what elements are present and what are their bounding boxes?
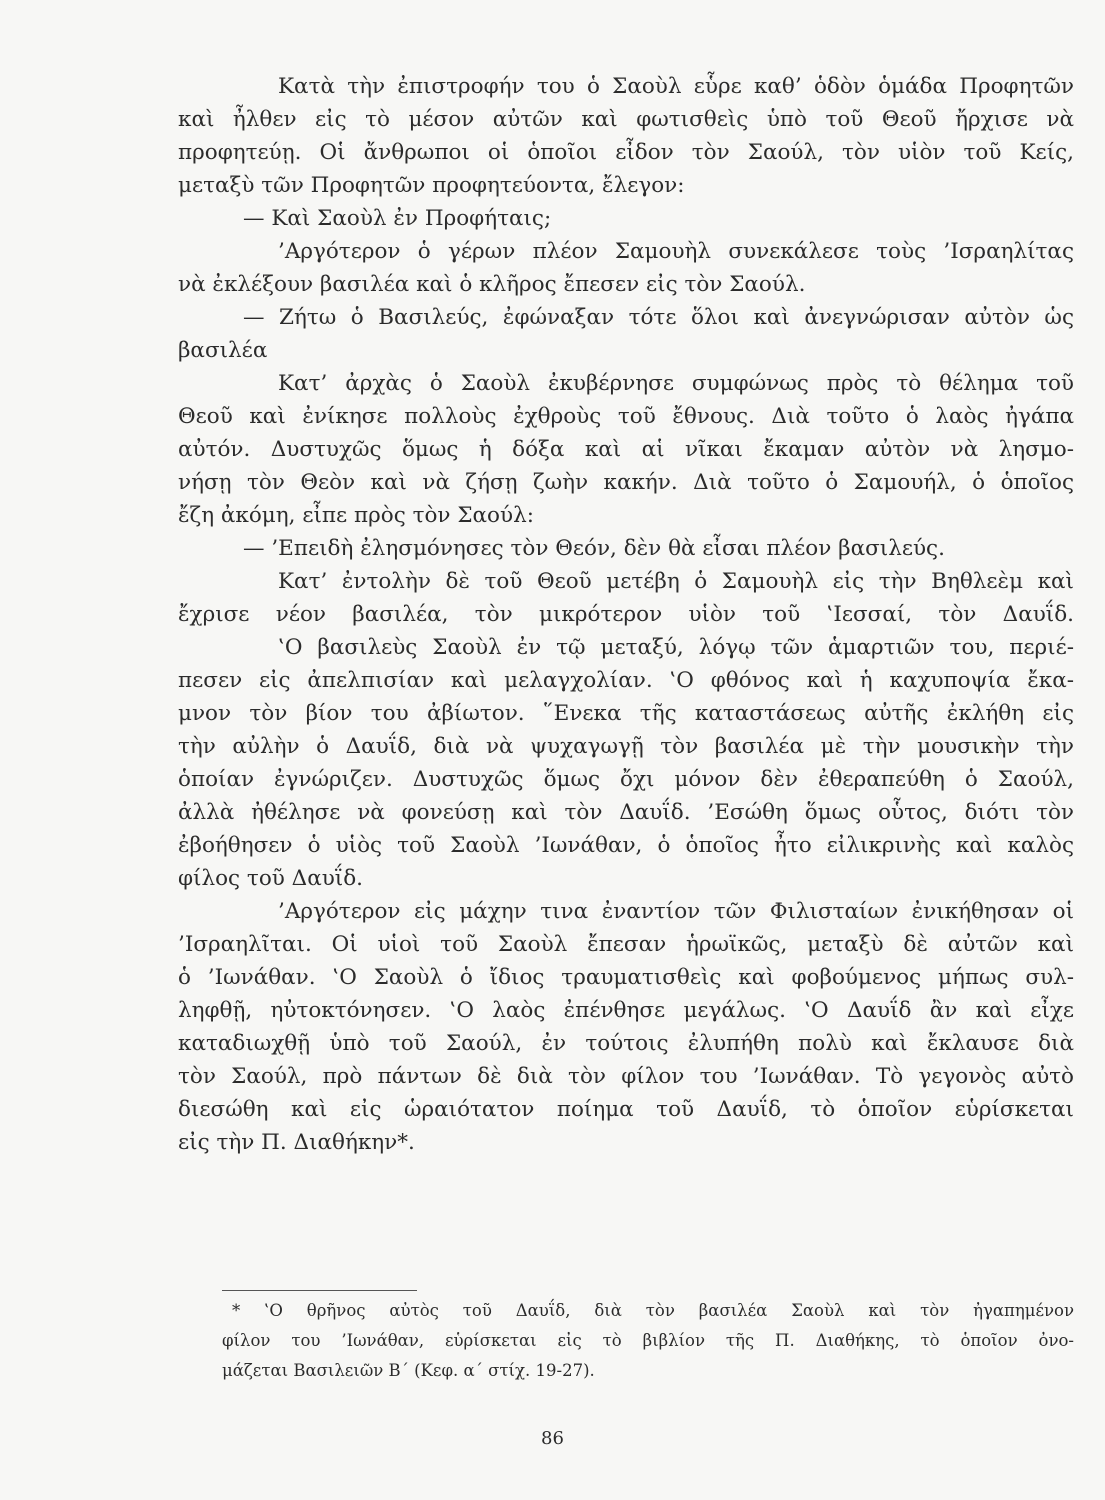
text-line: ’Αργότερον ὁ γέρων πλέον Σαμουὴλ συνεκάλεσε τοὺς ’Ισραηλίτας	[278, 239, 1074, 264]
text-line: Κατ’ ἐντολὴν δὲ τοῦ Θεοῦ μετέβη ὁ Σαμουὴλ εἰς τὴν Βηθλεὲμ καὶ	[278, 569, 1074, 594]
text-line: ἔζη ἀκόμη, εἶπε πρὸς τὸν Σαούλ:	[178, 503, 534, 528]
text-line: εἰς τὴν Π. Διαθήκην*.	[178, 1130, 415, 1155]
footnote-line: φίλον του ’Ιωνάθαν, εὑρίσκεται εἰς τὸ βιβλίον τῆς Π. Διαθήκης, τὸ ὁποῖον ὀνο-	[222, 1331, 1074, 1350]
text-line: διεσώθη καὶ εἰς ὡραιότατον ποίημα τοῦ Δαυΐδ, τὸ ὁποῖον εὑρίσκεται	[178, 1097, 1074, 1122]
text-line: πεσεν εἰς ἀπελπισίαν καὶ μελαγχολίαν. ‛Ο φθόνος καὶ ἡ καχυποψία ἔκα-	[178, 668, 1074, 693]
text-line: ἐβοήθησεν ὁ υἱὸς τοῦ Σαοὺλ ’Ιωνάθαν, ὁ ὁποῖος ἦτο εἰλικρινὴς καὶ καλὸς	[178, 833, 1074, 858]
text-line: ληφθῇ, ηὐτοκτόνησεν. ‛Ο λαὸς ἐπένθησε μεγάλως. ‛Ο Δαυΐδ ἂν καὶ εἶχε	[178, 998, 1074, 1023]
text-line: βασιλέα	[178, 338, 268, 363]
body-text	[178, 70, 1074, 1159]
text-line: ἀλλὰ ἠθέλησε νὰ φονεύσῃ καὶ τὸν Δαυΐδ. ’Εσώθη ὅμως οὗτος, διότι τὸν	[178, 800, 1074, 825]
footnote	[222, 1296, 1074, 1386]
text-line: ’Αργότερον εἰς μάχην τινα ἐναντίον τῶν Φιλισταίων ἐνικήθησαν οἱ	[278, 899, 1074, 924]
footnote-divider	[222, 1290, 417, 1291]
dialogue-line: — Ζήτω ὁ Βασιλεύς, ἐφώναξαν τότε ὅλοι καὶ ἀνεγνώρισαν αὐτὸν ὡς	[243, 305, 1074, 330]
text-line: καταδιωχθῇ ὑπὸ τοῦ Σαούλ, ἐν τούτοις ἐλυπήθη πολὺ καὶ ἔκλαυσε διὰ	[178, 1031, 1074, 1056]
text-line: μεταξὺ τῶν Προφητῶν προφητεύοντα, ἔλεγον:	[178, 173, 685, 198]
text-line: ὁ ’Ιωνάθαν. ‛Ο Σαοὺλ ὁ ἴδιος τραυματισθεὶς καὶ φοβούμενος μήπως συλ-	[178, 965, 1074, 990]
text-line: Θεοῦ καὶ ἐνίκησε πολλοὺς ἐχθροὺς τοῦ ἔθνους. Διὰ τοῦτο ὁ λαὸς ἠγάπα	[178, 404, 1074, 429]
text-line: τὴν αὐλὴν ὁ Δαυΐδ, διὰ νὰ ψυχαγωγῇ τὸν βασιλέα μὲ τὴν μουσικὴν τὴν	[178, 734, 1074, 759]
text-line: ἔχρισε νέον βασιλέα, τὸν μικρότερον υἱὸν τοῦ ‛Ιεσσαί, τὸν Δαυΐδ.	[178, 602, 1074, 627]
page-number: 86	[541, 1428, 564, 1449]
text-line: Κατ’ ἀρχὰς ὁ Σαοὺλ ἐκυβέρνησε συμφώνως πρὸς τὸ θέλημα τοῦ	[278, 371, 1074, 396]
text-line: αὐτόν. Δυστυχῶς ὅμως ἡ δόξα καὶ αἱ νῖκαι ἔκαμαν αὐτὸν νὰ λησμο-	[178, 437, 1074, 462]
dialogue-line: — ’Επειδὴ ἐλησμόνησες τὸν Θεόν, δὲν θὰ εἶσαι πλέον βασιλεύς.	[243, 536, 945, 561]
text-line: ‛Ο βασιλεὺς Σαοὺλ ἐν τῷ μεταξύ, λόγῳ τῶν ἁμαρτιῶν του, περιέ-	[278, 635, 1074, 660]
text-line: νήσῃ τὸν Θεὸν καὶ νὰ ζήσῃ ζωὴν κακήν. Διὰ τοῦτο ὁ Σαμουήλ, ὁ ὁποῖος	[178, 470, 1074, 495]
text-line: φίλος τοῦ Δαυΐδ.	[178, 866, 363, 891]
footnote-line: * ‛Ο θρῆνος αὐτὸς τοῦ Δαυΐδ, διὰ τὸν βασιλέα Σαοὺλ καὶ τὸν ἠγαπημένον	[232, 1301, 1074, 1320]
text-line: ’Ισραηλῖται. Οἱ υἱοὶ τοῦ Σαοὺλ ἔπεσαν ἡρωϊκῶς, μεταξὺ δὲ αὐτῶν καὶ	[178, 932, 1074, 957]
text-line: Κατὰ τὴν ἐπιστροφήν του ὁ Σαοὺλ εὗρε καθ’ ὁδὸν ὁμάδα Προφητῶν	[278, 74, 1074, 99]
dialogue-line: — Καὶ Σαοὺλ ἐν Προφήταις;	[243, 206, 552, 231]
footnote-line: μάζεται Βασιλειῶν Β´ (Κεφ. α´ στίχ. 19-27).	[222, 1361, 595, 1380]
text-line: προφητεύῃ. Οἱ ἄνθρωποι οἱ ὁποῖοι εἶδον τὸν Σαούλ, τὸν υἱὸν τοῦ Κείς,	[178, 140, 1074, 165]
text-line: καὶ ἦλθεν εἰς τὸ μέσον αὐτῶν καὶ φωτισθεὶς ὑπὸ τοῦ Θεοῦ ἤρχισε νὰ	[178, 107, 1074, 132]
text-line: τὸν Σαούλ, πρὸ πάντων δὲ διὰ τὸν φίλον του ’Ιωνάθαν. Τὸ γεγονὸς αὐτὸ	[178, 1064, 1074, 1089]
text-line: νὰ ἐκλέξουν βασιλέα καὶ ὁ κλῆρος ἔπεσεν εἰς τὸν Σαούλ.	[178, 272, 806, 297]
text-line: μνον τὸν βίον του ἀβίωτον. ῞Ενεκα τῆς καταστάσεως αὐτῆς ἐκλήθη εἰς	[178, 701, 1074, 726]
text-line: ὁποίαν ἐγνώριζεν. Δυστυχῶς ὅμως ὄχι μόνον δὲν ἐθεραπεύθη ὁ Σαούλ,	[178, 767, 1074, 792]
